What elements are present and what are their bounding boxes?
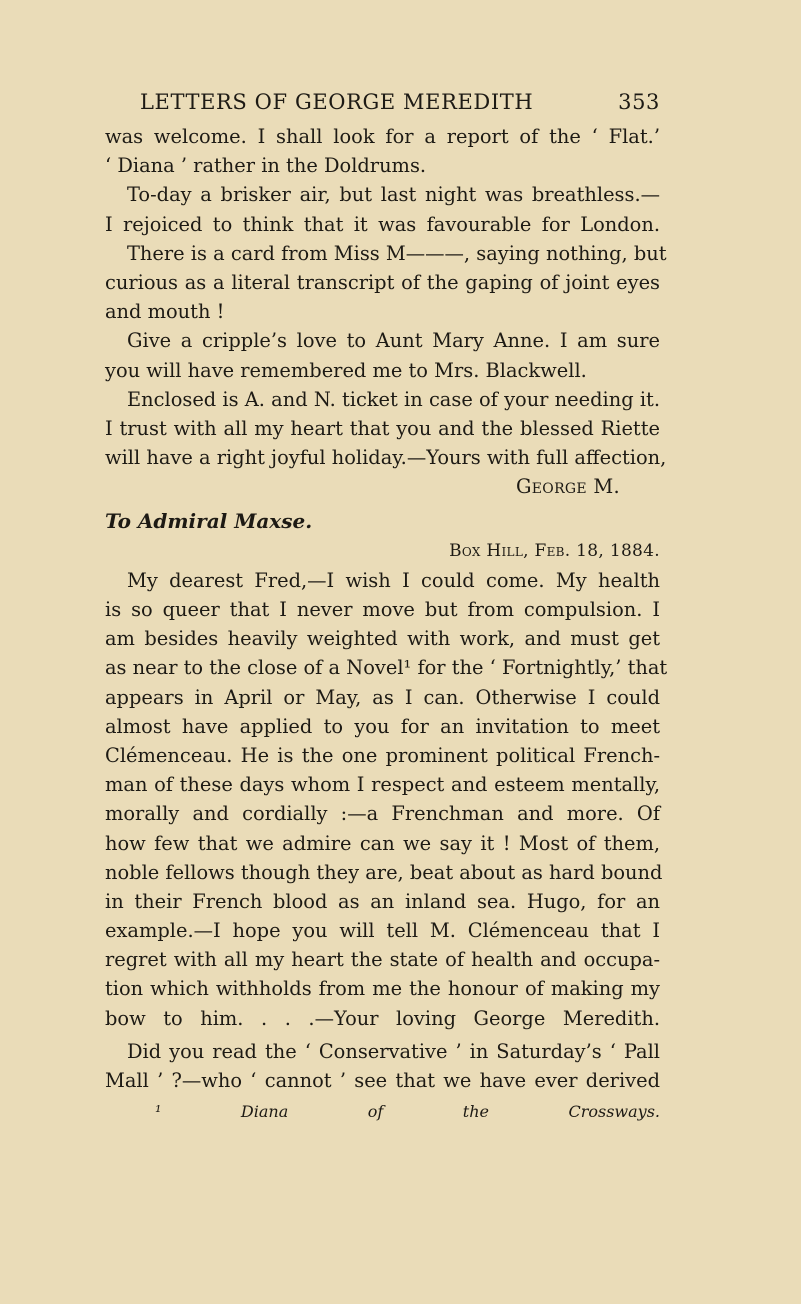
text-line: Mall ’ ?—who ‘ cannot ’ see that we have ever derived — [105, 1069, 660, 1092]
text-line: bow to him. . . .—Your loving George Meredith. — [105, 1006, 660, 1030]
signature: George M. — [515, 475, 620, 499]
text-line: almost have applied to you for an invitation to meet — [105, 714, 660, 738]
text-line: am besides heavily weighted with work, and must get — [105, 627, 660, 651]
text-line: appears in April or May, as I can. Otherwise I could — [105, 685, 660, 709]
text-line: man of these days whom I respect and esteem mentally, — [105, 773, 660, 797]
text-line: To-day a brisker air, but last night was breathless.— — [127, 183, 660, 207]
text-line: Give a cripple’s love to Aunt Mary Anne. I am sure — [127, 329, 660, 353]
text-line: example.—I hope you will tell M. Clémenceau that I — [105, 919, 660, 943]
text-line: how few that we admire can we say it ! Most of them, — [105, 831, 660, 855]
text-line: as near to the close of a Novel¹ for the ‘ Fortnightly,’ that — [105, 656, 668, 680]
text-line: curious as a literal transcript of the gaping of joint eyes — [105, 270, 660, 294]
dateline: Box Hill, Feb. 18, 1884. — [449, 540, 660, 561]
text-line: in their French blood as an inland sea. Hugo, for an — [105, 889, 660, 913]
text-line: There is a card from Miss M———, saying nothing, but — [127, 241, 667, 265]
footnote: ¹ Diana of the Crossways. — [155, 1102, 660, 1122]
text-line: morally and cordially :—a Frenchman and more. Of — [105, 802, 660, 826]
text-line: regret with all my heart the state of health and occupa- — [105, 948, 660, 972]
text-line: Enclosed is A. and N. ticket in case of your needing it. — [127, 387, 660, 411]
text-line: I trust with all my heart that you and the blessed Riette — [105, 416, 660, 440]
text-line: was welcome. I shall look for a report of the ‘ Flat.’ — [105, 125, 660, 148]
letter-heading: To Admiral Maxse. — [105, 509, 313, 534]
text-line: noble fellows though they are, beat about as hard bound — [105, 860, 663, 884]
page-number: 353 — [618, 90, 660, 114]
text-line: you will have remembered me to Mrs. Blackwell. — [105, 358, 587, 382]
text-line: Did you read the ‘ Conservative ’ in Saturday’s ‘ Pall — [127, 1039, 660, 1063]
text-line: I rejoiced to think that it was favourable for London. — [105, 212, 660, 236]
text-line: Clémenceau. He is the one prominent political French- — [105, 743, 660, 767]
letter-text — [105, 122, 668, 1123]
text-line: ‘ Diana ’ rather in the Doldrums. — [105, 154, 427, 178]
text-line: and mouth ! — [105, 300, 225, 324]
text-line: is so queer that I never move but from compulsion. I — [105, 598, 660, 621]
text-line: will have a right joyful holiday.—Yours with full affection, — [105, 446, 667, 470]
text-line: tion which withholds from me the honour of making my — [105, 977, 660, 1001]
running-title: LETTERS OF GEORGE MEREDITH — [140, 90, 534, 114]
text-line: My dearest Fred,—I wish I could come. My health — [127, 568, 660, 592]
